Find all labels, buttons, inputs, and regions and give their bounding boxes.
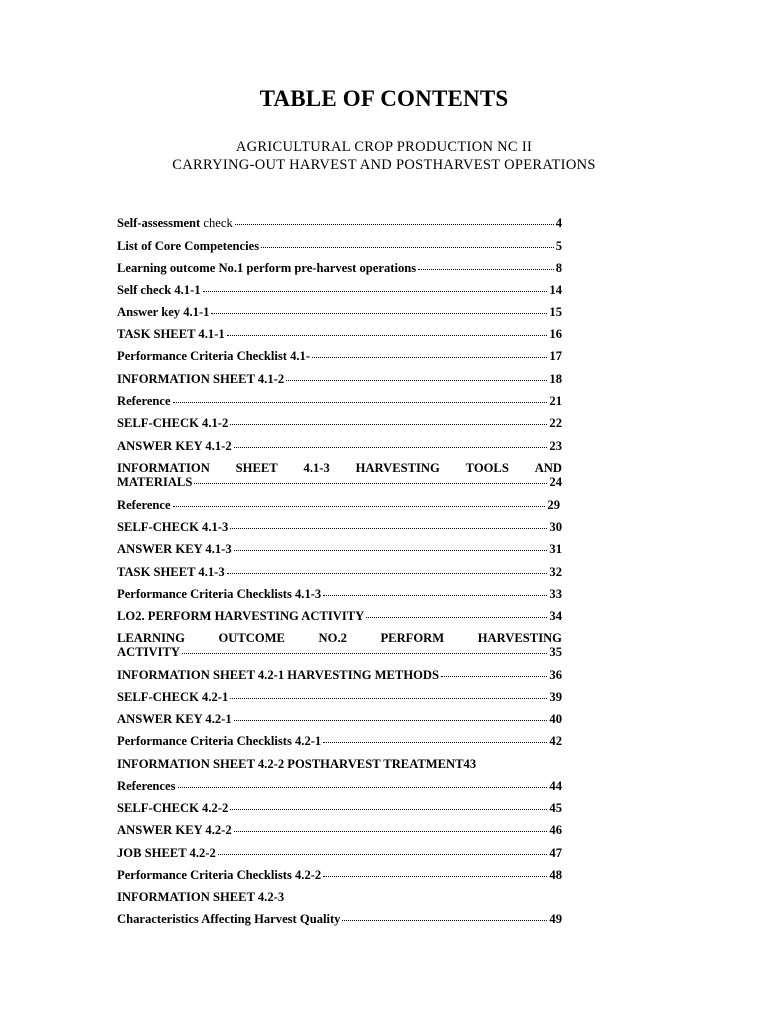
toc-entry[interactable]	[117, 712, 562, 727]
toc-entry-page: 21	[549, 394, 562, 408]
dot-leader	[173, 401, 548, 403]
toc-entry[interactable]	[117, 461, 562, 489]
toc-entry-label: Performance Criteria Checklists 4.2-2	[117, 868, 322, 882]
toc-entry[interactable]	[117, 690, 562, 705]
toc-entry-page: 14	[549, 283, 562, 297]
toc-entry-page: 17	[549, 349, 562, 363]
toc-entry-page: 39	[549, 690, 562, 704]
toc-entry[interactable]	[117, 283, 562, 298]
table-of-contents	[117, 0, 562, 1024]
toc-entry[interactable]	[117, 846, 562, 861]
toc-entry-page: 4	[555, 216, 562, 230]
dot-leader	[234, 830, 548, 832]
toc-section-heading[interactable]: INFORMATION SHEET 4.2-3	[117, 890, 285, 904]
toc-entry-page: 15	[549, 305, 562, 319]
dot-leader	[203, 290, 548, 292]
toc-entry[interactable]	[117, 868, 562, 883]
toc-entry-page: 35	[549, 645, 562, 659]
dot-leader	[366, 616, 547, 618]
toc-entry-label: SELF-CHECK 4.2-1	[117, 690, 229, 704]
toc-entry-page: 36	[549, 668, 562, 682]
dot-leader	[227, 334, 548, 336]
toc-entry-page: 23	[549, 439, 562, 453]
toc-entry-label: SELF-CHECK 4.1-3	[117, 520, 229, 534]
toc-entry-page: 22	[549, 416, 562, 430]
dot-leader	[230, 527, 547, 529]
toc-entry[interactable]	[117, 261, 562, 276]
toc-entry[interactable]	[117, 239, 562, 254]
toc-entry-label: ANSWER KEY 4.2-1	[117, 712, 232, 726]
toc-entry[interactable]	[117, 757, 562, 772]
toc-entry-label: Reference	[117, 498, 171, 512]
toc-entry-page: 16	[549, 327, 562, 341]
toc-entry-label: INFORMATION SHEET 4.2-2 POSTHARVEST TREATMENT	[117, 757, 464, 771]
toc-entry-label: Performance Criteria Checklists 4.2-1	[117, 734, 322, 748]
toc-entry-page: 29	[547, 498, 560, 512]
dot-leader	[194, 482, 547, 484]
toc-entry-page: 49	[549, 912, 562, 926]
dot-leader	[441, 675, 547, 677]
toc-entry-page: 48	[549, 868, 562, 882]
dot-leader	[234, 549, 548, 551]
dot-leader	[211, 312, 547, 314]
toc-entry-label: Answer key 4.1-1	[117, 305, 210, 319]
toc-entry-label: References	[117, 779, 176, 793]
toc-entry[interactable]	[117, 801, 562, 816]
page-title: TABLE OF CONTENTS	[259, 86, 509, 111]
toc-entry-label: ANSWER KEY 4.1-3	[117, 542, 232, 556]
toc-entry-label: ANSWER KEY 4.2-2	[117, 823, 232, 837]
toc-entry-label: Performance Criteria Checklists 4.1-3	[117, 587, 322, 601]
toc-entry[interactable]	[117, 439, 562, 454]
document-subtitle-module: CARRYING-OUT HARVEST AND POSTHARVEST OPERATIONS	[172, 157, 596, 173]
toc-entry[interactable]	[117, 565, 562, 580]
toc-entry[interactable]	[117, 734, 562, 749]
toc-entry[interactable]	[117, 416, 562, 431]
dot-leader	[235, 223, 554, 225]
dot-leader	[234, 719, 548, 721]
toc-entry[interactable]	[117, 542, 562, 557]
dot-leader	[312, 356, 547, 358]
toc-entry[interactable]	[117, 912, 562, 927]
toc-entry-label-line: LEARNING OUTCOME NO.2 PERFORM HARVESTING	[117, 631, 562, 645]
toc-entry-page: 47	[549, 846, 562, 860]
toc-entry-label-line: INFORMATION SHEET 4.1-3 HARVESTING TOOLS AND	[117, 461, 562, 475]
toc-entry-page: 30	[549, 520, 562, 534]
dot-leader	[261, 246, 554, 248]
dot-leader	[230, 808, 547, 810]
dot-leader	[227, 572, 548, 574]
toc-entry[interactable]	[117, 372, 562, 387]
toc-entry-label: Self check 4.1-1	[117, 283, 201, 297]
dot-leader	[230, 697, 547, 699]
toc-entry-page: 34	[549, 609, 562, 623]
dot-leader	[234, 446, 548, 448]
toc-entry-label: TASK SHEET 4.1-1	[117, 327, 225, 341]
toc-entry-page: 8	[555, 261, 562, 275]
toc-entry-page: 40	[549, 712, 562, 726]
document-subtitle-course: AGRICULTURAL CROP PRODUCTION NC II	[235, 139, 533, 155]
toc-entry-label: Characteristics Affecting Harvest Quality	[117, 912, 341, 926]
toc-entry-label: INFORMATION SHEET 4.1-2	[117, 372, 285, 386]
toc-entry-page: 31	[549, 542, 562, 556]
toc-entry-label: Reference	[117, 394, 171, 408]
toc-entry[interactable]	[117, 609, 562, 624]
toc-entry-label: INFORMATION SHEET 4.2-1 HARVESTING METHODS	[117, 668, 440, 682]
toc-entry-label: SELF-CHECK 4.1-2	[117, 416, 229, 430]
toc-entry-label: JOB SHEET 4.2-2	[117, 846, 216, 860]
toc-entry[interactable]	[117, 394, 562, 409]
toc-entry-label: ANSWER KEY 4.1-2	[117, 439, 232, 453]
toc-entry-page: 42	[549, 734, 562, 748]
toc-entry-label: TASK SHEET 4.1-3	[117, 565, 225, 579]
dot-leader	[286, 379, 547, 381]
dot-leader	[323, 594, 547, 596]
toc-entry[interactable]	[117, 823, 562, 838]
toc-entry[interactable]	[117, 631, 562, 659]
toc-entry[interactable]	[117, 349, 562, 364]
toc-entry-label: SELF-CHECK 4.2-2	[117, 801, 229, 815]
toc-entry-page: 18	[549, 372, 562, 386]
toc-entry[interactable]	[117, 668, 562, 683]
toc-entry[interactable]	[117, 216, 562, 231]
toc-entry-page: 44	[549, 779, 562, 793]
dot-leader	[178, 786, 548, 788]
toc-entry[interactable]	[117, 327, 562, 342]
toc-entry[interactable]	[117, 498, 562, 513]
toc-entry-page: 45	[549, 801, 562, 815]
toc-entry-page: 33	[549, 587, 562, 601]
toc-entry-page: 24	[549, 475, 562, 489]
toc-entry-page: 43	[463, 757, 477, 771]
toc-entry-label: Self-assessment	[117, 216, 204, 230]
dot-leader	[418, 268, 554, 270]
toc-entry-label: Performance Criteria Checklist 4.1-	[117, 349, 311, 363]
toc-entry[interactable]	[117, 779, 562, 794]
toc-entry[interactable]	[117, 305, 562, 320]
dot-leader	[173, 505, 546, 507]
toc-entry-label: MATERIALS	[117, 475, 193, 489]
toc-entry-label-plain: check	[203, 216, 233, 230]
toc-entry-label: List of Core Competencies	[117, 239, 260, 253]
toc-entry-page: 32	[549, 565, 562, 579]
toc-entry[interactable]	[117, 520, 562, 535]
toc-entry-label: ACTIVITY	[117, 645, 180, 659]
dot-leader	[182, 652, 547, 654]
dot-leader	[342, 919, 547, 921]
toc-entry-page: 5	[555, 239, 562, 253]
dot-leader	[230, 423, 547, 425]
dot-leader	[323, 875, 547, 877]
toc-entry-label: LO2. PERFORM HARVESTING ACTIVITY	[117, 609, 365, 623]
toc-entry[interactable]	[117, 587, 562, 602]
toc-entry-label: Learning outcome No.1 perform pre-harvest operations	[117, 261, 417, 275]
dot-leader	[218, 853, 548, 855]
toc-entry-page: 46	[549, 823, 562, 837]
dot-leader	[323, 741, 547, 743]
